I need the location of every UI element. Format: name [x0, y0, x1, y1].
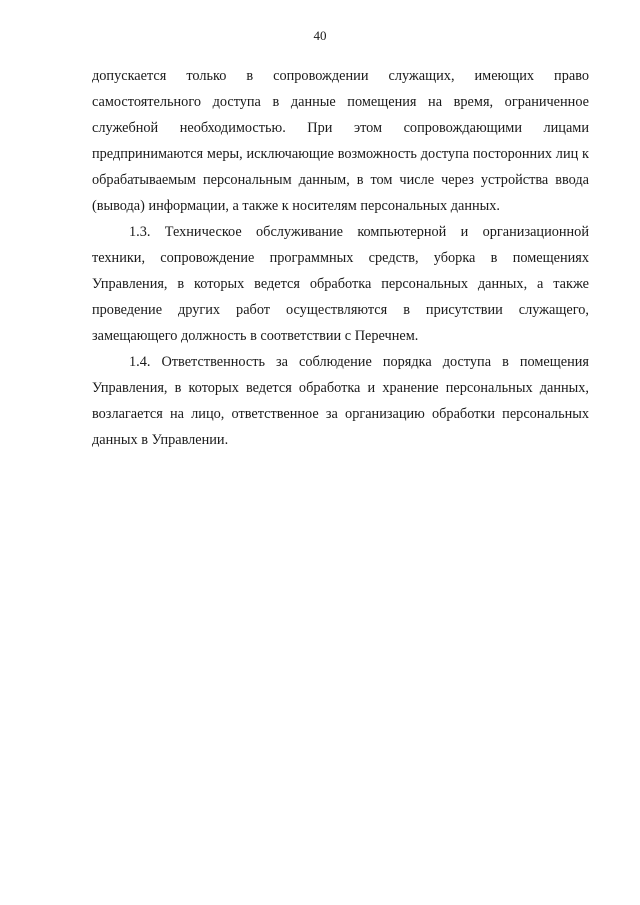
paragraph-1-4: 1.4. Ответственность за соблюдение порядка доступа в помещения Управления, в которых ведется обработка и хранение персональных данных, возлагается на лицо, ответственное за организацию обработки персональных данных в Управлении. — [92, 354, 589, 448]
paragraph-1-3: 1.3. Техническое обслуживание компьютерной и организационной техники, сопровождение программных средств, уборка в помещениях Управления, в которых ведется обработка персональных данных, а также проведение других работ осуществляются в присутствии служащего, замещающего должность в соответствии с Перечнем. — [92, 224, 589, 344]
paragraph-continuation: допускается только в сопровождении служащих, имеющих право самостоятельного доступа в данные помещения на время, ограниченное служебной необходимостью. При этом сопровождающими лицами предпринимаются меры, исключающие возможность доступа посторонних лиц к обрабатываемым персональным данным, в том числе через устройства ввода (вывода) информации, а также к носителям персональных данных. — [92, 68, 589, 214]
document-body — [92, 63, 589, 453]
page-number: 40 — [313, 28, 327, 43]
